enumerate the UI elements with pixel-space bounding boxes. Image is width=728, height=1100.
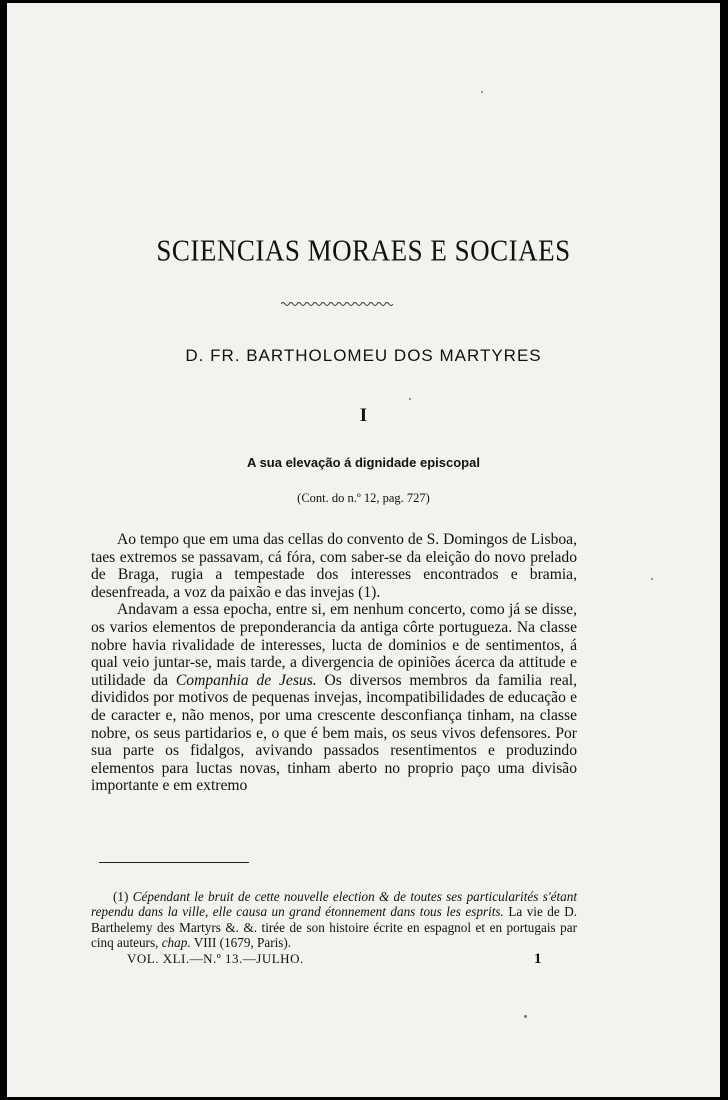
- paragraph-2-italic: Companhia de Jesus.: [175, 671, 317, 689]
- footnote-source-end: VIII (1679, Paris).: [193, 935, 292, 951]
- paragraph-2-text: Andavam a essa epocha, entre si, em nenhum concerto, como já se disse, os varios elementos de preponderancia da antiga côrte portugueza. Na classe nobre havia rivalidade de interesses, lucta de dominios e de sentimentos, á qual veio juntar-se, mais tarde, a divergencia de opiniões ácerca da attitude e utilidade da: [91, 601, 577, 689]
- ornament-divider: [281, 301, 393, 307]
- footnote-marker: (1): [113, 889, 129, 904]
- footnote-paragraph: [91, 889, 577, 951]
- paper-speck: [651, 578, 653, 580]
- volume-signature: VOL. XLI.—N.º 13.—JULHO.: [127, 951, 304, 966]
- chapter-number: I: [359, 405, 368, 426]
- paper-speck: [409, 398, 411, 400]
- footnote: [91, 889, 577, 951]
- footnote-rule: [99, 862, 249, 863]
- paper-speck: [481, 91, 483, 93]
- paragraph-2-continuation: Os diversos membros da familia real, divididos por motivos de pequenas invejas, incompatibilidades de educação e de caracter e, não menos, por uma crescente desconfiança tinham, na classe nobre, os seus partidarios e, o que é bem mais, os seus vivos defensores. Por sua parte os fidalgos, avivando passados resentimentos e produzindo elementos para luctas novas, tinham aberto no proprio paço uma divisão importante e em extremo: [91, 671, 578, 795]
- paragraph-2: [91, 601, 577, 795]
- paper-speck: [524, 1015, 527, 1018]
- continuation-note: (Cont. do n.º 12, pag. 727): [297, 491, 430, 505]
- footnote-source: La vie de D. Barthelemy des Martyrs &. &. tirée de son histoire écrite en espagnol et en portugais par cinq auteurs,: [91, 904, 578, 951]
- body-text: [91, 531, 577, 795]
- article-title: D. FR. BARTHOLOMEU DOS MARTYRES: [185, 346, 542, 365]
- section-title: SCIENCIAS MORAES E SOCIAES: [156, 232, 571, 268]
- chapter-title: A sua elevação á dignidade episcopal: [247, 455, 480, 470]
- page: [7, 3, 720, 1097]
- footnote-chap: chap.: [161, 935, 191, 951]
- paragraph-1: Ao tempo que em uma das cellas do convento de S. Domingos de Lisboa, taes extremos se passavam, cá fóra, com saber-se da eleição do novo prelado de Braga, rugia a tempestade dos interesses encontrados e bramia, desenfreada, a voz da paixão e das invejas (1).: [91, 531, 577, 601]
- sheet-number: 1: [534, 951, 542, 967]
- footnote-quote: Cépendant le bruit de cette nouvelle election & de toutes ses particularités s'étant rependu dans la ville, elle causa un grand étonnement dans tous les esprits.: [91, 889, 578, 920]
